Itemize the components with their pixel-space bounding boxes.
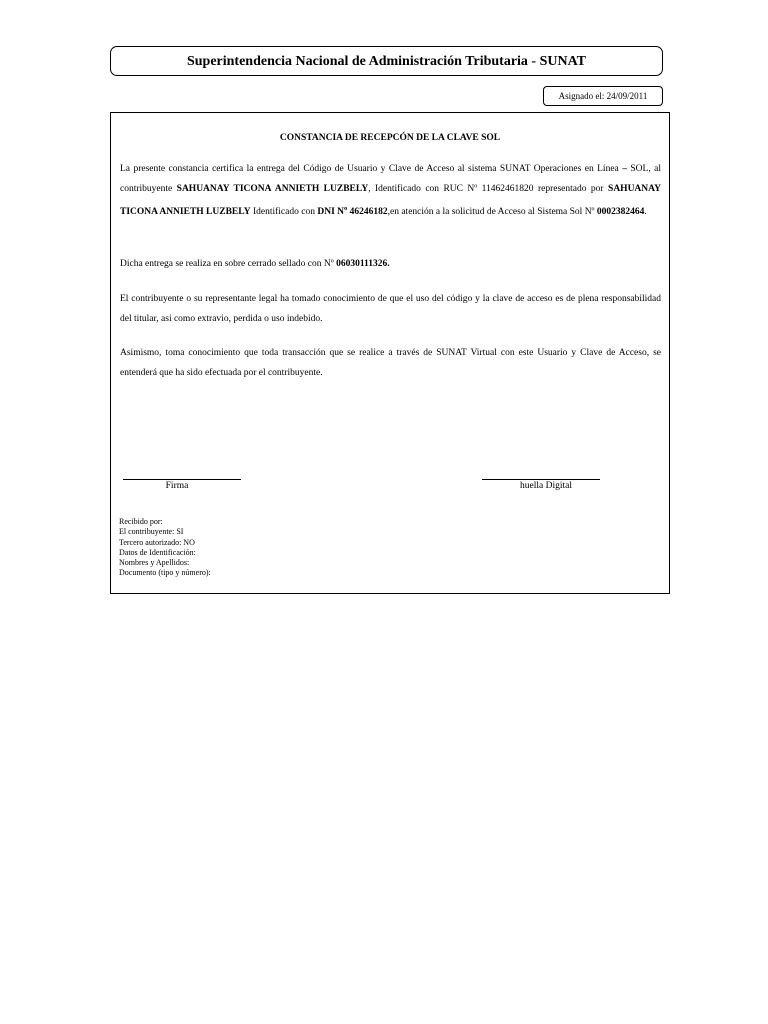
received-line: Documento (tipo y número): — [119, 568, 211, 578]
p1-mid1: SOL, al contribuyente — [120, 164, 661, 194]
responsibility-paragraph: El contribuyente o su representante legal ha tomado conocimiento de que el uso del código y la clave de acceso es de plena responsabilidad del titular, asi como extravio, perdida o uso indebido. — [120, 294, 661, 324]
received-line: Nombres y Apellidos: — [119, 558, 190, 568]
dni-label: DNI N — [317, 207, 344, 218]
page-header — [110, 46, 663, 76]
transactions-paragraph: Asimismo, toma conocimiento que toda transacción que se realice a través de SUNAT Virtual con este Usuario y Clave de Acceso, se entenderá que ha sido efectuada por el contribuyente. — [120, 348, 661, 378]
envelope-number: 06030111326. — [336, 259, 390, 269]
request-number: 0002382464 — [596, 207, 645, 218]
received-line: Datos de Identificación: — [119, 547, 196, 557]
p1-intro: La presente constancia certifica la entrega del Código de Usuario y Clave de Acceso al sistema SUNAT Operaciones en Línea — [120, 164, 623, 174]
p1-mid3: Identificado con — [250, 207, 318, 218]
received-by-block — [119, 517, 211, 579]
p1-end: . — [644, 207, 647, 218]
dni-block — [317, 207, 387, 217]
envelope-paragraph — [120, 255, 661, 275]
taxpayer-name: SAHUANAY TICONA ANNIETH LUZBELY — [176, 183, 369, 194]
fingerprint-line — [482, 479, 600, 491]
received-line: El contribuyente: SI — [119, 527, 184, 537]
p1-dash: – — [622, 164, 627, 174]
received-line: Tercero autorizado: NO — [119, 537, 195, 547]
p1-mid2: , Identificado con RUC Nº 11462461820 representado por — [368, 183, 609, 194]
p2-text: Dicha entrega se realiza en sobre cerrado sellado con Nº — [120, 259, 337, 269]
dni-sup: o — [344, 205, 348, 212]
received-line: Recibido por: — [119, 517, 163, 526]
certification-paragraph — [120, 160, 661, 223]
assigned-date: Asignado el: 24/09/2011 — [558, 91, 648, 101]
header-title: Superintendencia Nacional de Administración Tributaria - SUNAT — [186, 54, 587, 69]
signature-line — [123, 479, 241, 491]
signature-label: Firma — [165, 481, 189, 491]
representative-name: SAHUANAY TICONA ANNIETH LUZBELY — [120, 183, 661, 218]
document-title: CONSTANCIA DE RECEPCÓN DE LA CLAVE SOL — [279, 133, 501, 143]
dni-number: 46246182 — [347, 207, 388, 218]
fingerprint-label: huella Digital — [520, 481, 572, 491]
assigned-date-box — [543, 86, 663, 106]
document-box — [110, 112, 670, 594]
p1-mid4: ,en atención a la solicitud de Acceso al Sistema Sol Nº — [387, 207, 597, 218]
